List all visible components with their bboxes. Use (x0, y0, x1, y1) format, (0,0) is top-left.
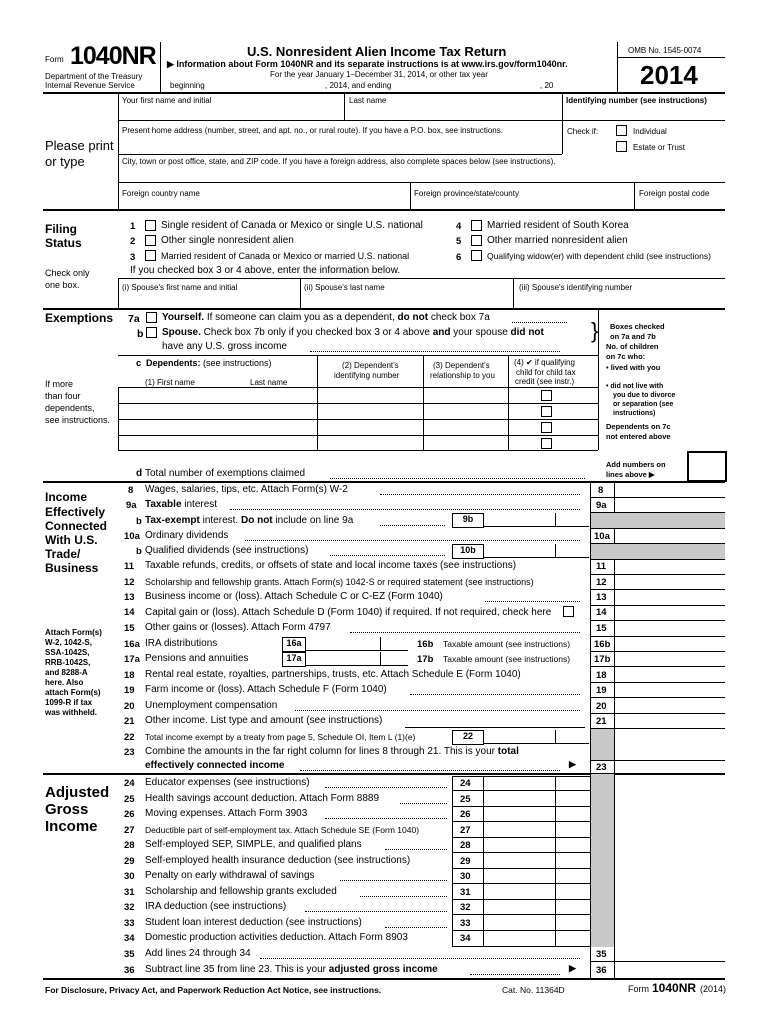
line-7b-and: and (432, 327, 451, 338)
filing-3-checkbox[interactable] (145, 250, 156, 261)
line-33-label: Student loan interest deduction (see instructions) (145, 917, 362, 928)
foreign-country-field[interactable] (122, 198, 407, 208)
l9a-bold: Taxable (145, 499, 182, 510)
line-7b-checkbox[interactable] (146, 327, 157, 338)
line-16b-amount[interactable] (615, 637, 723, 650)
line-16a-amount[interactable] (305, 637, 408, 651)
dep-3-checkbox[interactable] (541, 422, 552, 433)
filing-1-checkbox[interactable] (145, 220, 156, 231)
line-21-type-field[interactable] (405, 715, 585, 728)
dependent-row-3[interactable] (120, 421, 315, 434)
line-36-label (145, 964, 438, 975)
line-7b-bold: Spouse. (162, 327, 201, 338)
line-17a-label: Pensions and annuities (145, 653, 249, 664)
line-19-amount[interactable] (615, 683, 723, 696)
filing-num-3: 3 (130, 252, 136, 263)
col1-first: (1) First name (145, 378, 195, 387)
line-17a-amount[interactable] (305, 652, 408, 666)
income-title-4: With U.S. (45, 533, 98, 547)
col3-label-b: relationship to you (430, 371, 495, 380)
line-20-amount[interactable] (615, 699, 723, 712)
line-17b-label: Taxable amount (see instructions) (443, 654, 571, 664)
dependents-t2: (see instructions) (200, 358, 272, 368)
line-7a-text (162, 312, 490, 323)
line-16b-label: Taxable amount (see instructions) (443, 639, 571, 649)
line-32-label: IRA deduction (see instructions) (145, 901, 287, 912)
tax-year-line: For the year January 1–December 31, 2014, or other tax year (270, 70, 488, 79)
filing-num-6: 6 (456, 252, 462, 263)
col4-label-c: credit (see instr.) (515, 377, 575, 386)
line-7a-t2: If someone can claim you as a dependent, (204, 312, 398, 323)
line-29-label: Self-employed health insurance deduction (see instructions) (145, 855, 411, 866)
income-title-3: Connected (45, 519, 108, 533)
line-16a-label: IRA distributions (145, 638, 218, 649)
side-8: or separation (see (613, 401, 674, 408)
irs-label: Internal Revenue Service (45, 81, 135, 90)
id-number-field[interactable] (566, 106, 724, 120)
side-5: • lived with you (606, 363, 661, 372)
line-11-amount[interactable] (615, 560, 723, 573)
side-4: on 7c who: (606, 352, 646, 361)
col3-label-a: (3) Dependent's (433, 361, 490, 370)
income-title-2: Effectively (45, 505, 106, 519)
line-7a-num: 7a (128, 313, 140, 325)
filing-num-4: 4 (456, 221, 462, 232)
line-23-label2: effectively connected income (145, 760, 285, 771)
foreign-postal-field[interactable] (639, 198, 723, 208)
line-33-amount[interactable] (484, 916, 588, 928)
line-18-label: Rental real estate, royalties, partnerships, trusts, etc. Attach Schedule E (Form 1040) (145, 669, 521, 680)
filing-num-5: 5 (456, 236, 462, 247)
total-exemptions-box[interactable] (687, 451, 727, 482)
one-box-label: one box. (45, 280, 80, 290)
foreign-country-label: Foreign country name (122, 189, 200, 198)
catalog-number: Cat. No. 11364D (502, 985, 565, 995)
if-more-3: dependents, (45, 403, 95, 413)
spouse-last-field[interactable] (304, 293, 509, 306)
box-10b-num: 10b (452, 544, 484, 559)
spouse-first-label: (i) Spouse's first name and initial (122, 283, 238, 292)
city-label: City, town or post office, state, and ZIP code. If you have a foreign address, also complete spaces below (see instructions). (122, 157, 556, 166)
filing-3-label: Married resident of Canada or Mexico or married U.S. national (161, 251, 410, 261)
line-22-amount[interactable] (483, 730, 589, 744)
line-7d-label: Total number of exemptions claimed (145, 468, 306, 479)
tax-year: 2014 (640, 60, 698, 90)
filing-6-label: Qualifying widow(er) with dependent child (see instructions) (487, 251, 711, 261)
beginning-label: beginning (170, 81, 205, 90)
or-type-label: or type (45, 154, 85, 169)
if-more-1: If more (45, 379, 74, 389)
check-if-label: Check if: (567, 127, 599, 136)
footer-form-number: 1040NR (652, 981, 697, 995)
spouse-id-field[interactable] (519, 293, 719, 306)
income-title-1: Income (45, 490, 88, 504)
line-21-label: Other income. List type and amount (see instructions) (145, 715, 383, 726)
l23-t1: Combine the amounts in the far right column for lines 8 through 21. This is your (145, 746, 498, 757)
line-35-amount[interactable] (615, 948, 723, 960)
line-7b-t4: your spouse (450, 327, 511, 338)
line-10a-label: Ordinary dividends (145, 530, 229, 541)
line-9a-amount[interactable] (615, 498, 723, 511)
line-7d-num: d (136, 468, 143, 479)
line-34-amount[interactable] (484, 932, 588, 944)
line-30-amount[interactable] (484, 870, 588, 882)
estate-trust-checkbox[interactable] (616, 141, 627, 152)
line-7a-donot: do not (397, 312, 429, 323)
side-11: not entered above (606, 432, 671, 441)
box-9b-num: 9b (452, 513, 484, 528)
line-28-amount[interactable] (484, 839, 588, 851)
attach-1: Attach Form(s) (45, 628, 102, 637)
line-35-label: Add lines 24 through 34 (145, 948, 251, 959)
side-3: No. of children (606, 342, 659, 351)
box-17a-num: 17a (282, 652, 306, 667)
line-25-label: Health savings account deduction. Attach Form 8889 (145, 793, 380, 804)
box-16a-num: 16a (282, 637, 306, 652)
agi-title-1: Adjusted (45, 784, 110, 801)
side-12: Add numbers on (606, 460, 666, 469)
line-10b-label: Qualified dividends (see instructions) (145, 545, 309, 556)
line-7b-num: b (137, 328, 144, 340)
dept-treasury: Department of the Treasury (45, 72, 143, 81)
line-24-label: Educator expenses (see instructions) (145, 777, 310, 788)
dependent-row-4[interactable] (120, 437, 315, 449)
line-7a-t4: check box 7a (428, 312, 490, 323)
estate-trust-label: Estate or Trust (633, 143, 686, 152)
line-24-amount[interactable] (484, 777, 588, 789)
l9a-t: interest (181, 499, 218, 510)
l9b-t2: interest. (199, 515, 241, 526)
attach-5: and 8288-A (45, 668, 88, 677)
line-28-label: Self-employed SEP, SIMPLE, and qualified plans (145, 839, 362, 850)
check-only-label: Check only (45, 268, 90, 278)
line-22-label: Total income exempt by a treaty from page 5, Schedule OI, Item L (1)(e) (145, 732, 416, 742)
side-6: • did not live with (606, 383, 664, 390)
line-27-amount[interactable] (484, 823, 588, 835)
dep-2-checkbox[interactable] (541, 406, 552, 417)
line-13-label: Business income or (loss). Attach Schedule C or C-EZ (Form 1040) (145, 591, 443, 602)
attach-7: attach Form(s) (45, 688, 101, 697)
line-19-label: Farm income or (loss). Attach Schedule F (Form 1040) (145, 684, 387, 695)
side-9: instructions) (613, 410, 656, 417)
l36-agi: adjusted gross income (328, 964, 438, 975)
filing-title: Filing (45, 222, 77, 236)
line-21-amount[interactable] (615, 714, 723, 727)
city-field[interactable] (122, 168, 717, 182)
attach-4: RRB-1042S, (45, 658, 91, 667)
line-15-amount[interactable] (615, 621, 723, 634)
attach-6: here. Also (45, 678, 84, 687)
line-8-amount[interactable] (615, 483, 723, 496)
if-more-4: see instructions. (45, 415, 111, 425)
ending-label: , 2014, and ending (325, 81, 392, 90)
arrow-23: ▶ (569, 759, 576, 769)
form-title: U.S. Nonresident Alien Income Tax Return (247, 44, 507, 59)
first-name-field[interactable] (122, 106, 342, 120)
disclosure-notice: For Disclosure, Privacy Act, and Paperwork Reduction Act Notice, see instructions. (45, 985, 382, 995)
box-8-num: 8 (598, 485, 604, 496)
dep-4-checkbox[interactable] (541, 438, 552, 449)
income-title-5: Trade/ (45, 547, 81, 561)
side-10: Dependents on 7c (606, 422, 671, 431)
line-17b-amount[interactable] (615, 652, 723, 665)
l36-t1: Subtract line 35 from line 23. This is your (145, 964, 329, 975)
address-field[interactable] (122, 137, 552, 151)
filing-num-2: 2 (130, 236, 136, 247)
first-name-label: Your first name and initial (122, 96, 212, 105)
line-14-checkbox[interactable] (563, 606, 574, 617)
if-more-2: than four (45, 391, 81, 401)
status-title: Status (45, 236, 82, 250)
line-14-label: Capital gain or (loss). Attach Schedule D (Form 1040) if required. If not required, check here (145, 607, 552, 618)
agi-title-3: Income (45, 818, 98, 835)
filing-6-checkbox[interactable] (471, 250, 482, 261)
spouse-last-label: (ii) Spouse's last name (304, 283, 385, 292)
filing-num-1: 1 (130, 221, 136, 232)
line-7b-didnot: did not (510, 327, 544, 338)
side-1: Boxes checked (610, 322, 665, 331)
dependents-bold: Dependents: (146, 358, 201, 368)
l23-total: total (497, 746, 519, 757)
line-30-label: Penalty on early withdrawal of savings (145, 870, 315, 881)
l9b-t4: include on line 9a (272, 515, 354, 526)
line-9b-amount[interactable] (483, 513, 589, 527)
line-29-amount[interactable] (484, 854, 588, 866)
filing-1-label: Single resident of Canada or Mexico or single U.S. national (161, 220, 423, 231)
col1-last: Last name (250, 378, 288, 387)
foreign-postal-label: Foreign postal code (639, 189, 710, 198)
brace: } (591, 318, 599, 343)
side-2: on 7a and 7b (610, 332, 656, 341)
line-26-label: Moving expenses. Attach Form 3903 (145, 808, 308, 819)
box-22-num: 22 (452, 730, 484, 745)
line-14-amount[interactable] (615, 606, 723, 619)
col2-label-b: identifying number (334, 371, 400, 380)
foreign-province-label: Foreign province/state/county (414, 189, 519, 198)
line-9a-label (145, 499, 217, 510)
id-number-label: Identifying number (see instructions) (566, 96, 707, 105)
income-title-6: Business (45, 561, 99, 575)
col2-label-a: (2) Dependent's (342, 361, 399, 370)
address-label: Present home address (number, street, and apt. no., or rural route). If you have a P.O. box, see instructions. (122, 126, 503, 135)
line-31-label: Scholarship and fellowship grants excluded (145, 886, 337, 897)
attach-2: W-2, 1042-S, (45, 638, 92, 647)
arrow-36: ▶ (569, 963, 576, 973)
attach-3: SSA-1042S, (45, 648, 90, 657)
line-23-amount[interactable] (615, 761, 723, 773)
line-7b-text2: have any U.S. gross income (162, 341, 288, 352)
attach-8: 1099-R if tax (45, 698, 93, 707)
line-7c-label (146, 358, 272, 368)
line-7c-num: c (136, 358, 142, 369)
dep-1-checkbox[interactable] (541, 390, 552, 401)
line-10a-amount[interactable] (615, 529, 723, 542)
line-36-amount[interactable] (615, 963, 723, 976)
line-27-label: Deductible part of self-employment tax. Attach Schedule SE (Form 1040) (145, 825, 420, 835)
line-26-amount[interactable] (484, 808, 588, 820)
line-9b-label (145, 515, 353, 526)
line-8-label: Wages, salaries, tips, etc. Attach Form(s) W-2 (145, 484, 348, 495)
individual-checkbox[interactable] (616, 125, 627, 136)
line-32-amount[interactable] (484, 901, 588, 913)
filing-5-checkbox[interactable] (471, 235, 482, 246)
filing-5-label: Other married nonresident alien (487, 235, 628, 246)
footer-form-label: Form (628, 984, 649, 994)
line-7a-bold: Yourself. (162, 312, 205, 323)
l9b-bold: Tax-exempt (145, 515, 200, 526)
line-10b-amount[interactable] (483, 544, 589, 558)
line-20-label: Unemployment compensation (145, 700, 278, 711)
side-13: lines above ▶ (606, 470, 655, 479)
line-13-amount[interactable] (615, 591, 723, 604)
filing-2-checkbox[interactable] (145, 235, 156, 246)
line-23-label (145, 746, 519, 757)
spouse-first-field[interactable] (122, 293, 297, 306)
filing-2-label: Other single nonresident alien (161, 235, 294, 246)
l9b-donot: Do not (240, 515, 273, 526)
line-11-label: Taxable refunds, credits, or offsets of state and local income taxes (see instructions) (145, 560, 517, 571)
side-7: you due to divorce (613, 392, 676, 399)
exemptions-title: Exemptions (45, 311, 114, 325)
last-name-label: Last name (349, 96, 387, 105)
dependent-row-2[interactable] (120, 405, 315, 418)
please-print-label: Please print (45, 138, 114, 153)
spouse-note: If you checked box 3 or 4 above, enter the information below. (130, 265, 401, 276)
line-12-amount[interactable] (615, 575, 723, 588)
filing-4-checkbox[interactable] (471, 220, 482, 231)
foreign-province-field[interactable] (414, 198, 629, 208)
last-name-field[interactable] (349, 106, 557, 120)
individual-label: Individual (633, 127, 667, 136)
twenty-label: , 20 (540, 81, 554, 90)
line-34-label: Domestic production activities deduction. Attach Form 8903 (145, 932, 408, 943)
line-7a-checkbox[interactable] (146, 312, 157, 323)
col4-label-a: (4) ✔ if qualifying (514, 358, 575, 367)
form-prefix: Form (45, 55, 64, 64)
filing-4-label: Married resident of South Korea (487, 220, 629, 231)
dependent-row-1[interactable] (120, 389, 315, 402)
attach-9: was withheld. (45, 708, 98, 717)
agi-title-2: Gross (45, 801, 89, 818)
form-info: ▶ Information about Form 1040NR and its separate instructions is at www.irs.gov/form1040nr. (167, 59, 568, 69)
line-12-label: Scholarship and fellowship grants. Attach Form(s) 1042-S or required statement (see instructions) (145, 577, 534, 587)
form-number: 1040NR (70, 42, 156, 70)
line-7b-text (162, 327, 544, 338)
line-15-label: Other gains or (losses). Attach Form 4797 (145, 622, 331, 633)
line-25-amount[interactable] (484, 792, 588, 804)
footer-form-year: (2014) (700, 984, 727, 994)
col4-label-b: child for child tax (516, 368, 576, 377)
line-31-amount[interactable] (484, 885, 588, 897)
line-18-amount[interactable] (615, 668, 723, 681)
spouse-id-label: (iii) Spouse's identifying number (519, 283, 633, 292)
omb-number: OMB No. 1545-0074 (628, 46, 702, 55)
line-7b-t2: Check box 7b only if you checked box 3 or 4 above (200, 327, 433, 338)
